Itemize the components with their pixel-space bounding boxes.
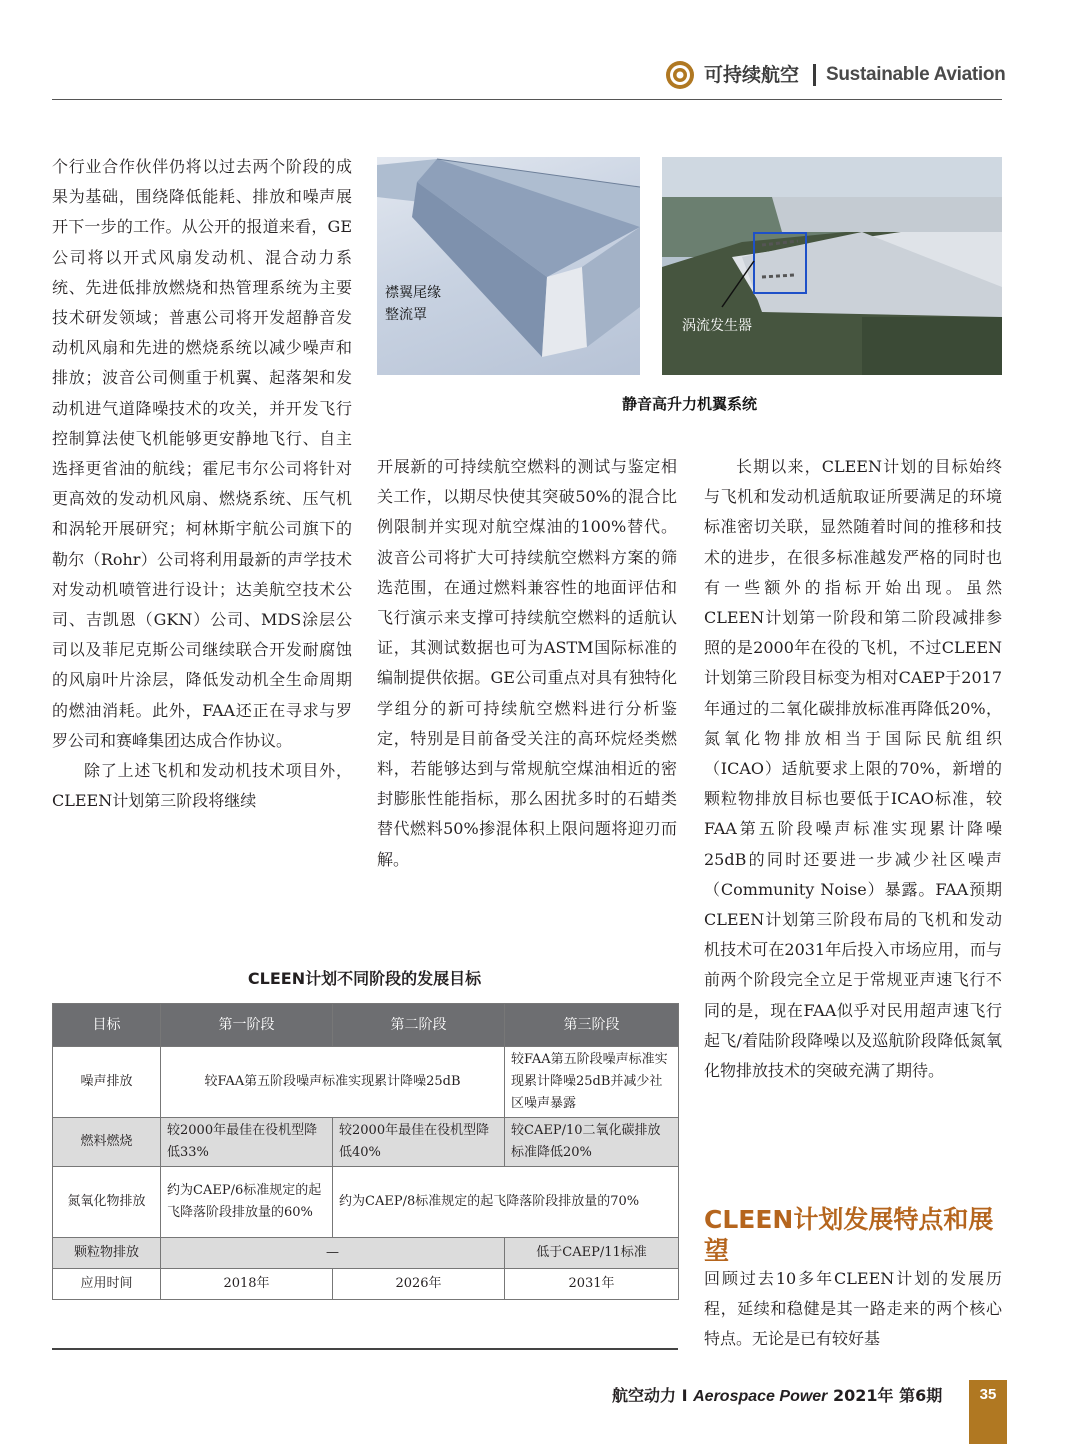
figure-flap-fairing (377, 157, 640, 375)
page-number: 35 (969, 1380, 1007, 1444)
page-header (0, 0, 1076, 100)
figure-label-flap-fairing: 襟翼尾缘 整流罩 (385, 285, 441, 323)
table-cell: 约为CAEP/8标准规定的起飞降落阶段排放量的70% (333, 1167, 679, 1238)
paragraph: 回顾过去10多年CLEEN计划的发展历程，延续和稳健是其一路走来的两个核心特点。无论是已有较好基 (704, 1269, 1002, 1349)
footer-journal (612, 1384, 942, 1409)
table-row-label: 颗粒物排放 (53, 1238, 161, 1269)
table-row-label: 噪声排放 (53, 1047, 161, 1118)
paragraph: 开展新的可持续航空燃料的测试与鉴定相关工作，以期尽快使其突破50%的混合比例限制并实现对航空煤油的100%替代。波音公司将扩大可持续航空燃料方案的筛选范围，在通过燃料兼容性的地面评估和飞行演示来支撑可持续航空燃料的适航认证，其测试数据也可为ASTM国际标准的编制提供依据。GE公司重点对具有独特化学组分的新可持续航空燃料进行分析鉴定，特别是目前备受关注的高环烷烃类燃料，若能够达到与常规航空煤油相近的密封膨胀性能指标，那么困扰多时的石蜡类替代燃料50%掺混体积上限问题将迎刃而解。 (377, 457, 677, 869)
section-title-en: Sustainable Aviation (826, 64, 1006, 85)
table-cell: — (161, 1238, 505, 1269)
table-row-noise (53, 1047, 679, 1118)
wing-flap-illustration (377, 157, 640, 375)
table-cell: 较FAA第五阶段噪声标准实现累计降噪25dB (161, 1047, 505, 1118)
figure-caption: 静音高升力机翼系统 (621, 395, 757, 413)
table-cell: 2018年 (161, 1269, 333, 1300)
journal-name-en: Aerospace Power (693, 1388, 828, 1405)
figure-label-vortex-generator: 涡流发生器 (682, 318, 752, 334)
journal-logo-icon (665, 60, 695, 90)
table-cell: 较CAEP/10二氧化碳排放标准降低20% (505, 1118, 679, 1167)
table-row-time (53, 1269, 679, 1300)
table-row-nox (53, 1167, 679, 1238)
table-cell: 2031年 (505, 1269, 679, 1300)
table-row-label: 氮氧化物排放 (53, 1167, 161, 1238)
header-divider (813, 64, 816, 86)
body-column-2 (377, 452, 677, 875)
table-header-cell: 目标 (53, 1004, 161, 1047)
table-cell: 较2000年最佳在役机型降低33% (161, 1118, 333, 1167)
table-cell: 较FAA第五阶段噪声标准实现累计降噪25dB并减少社区噪声暴露 (505, 1047, 679, 1118)
phase-goals-table (52, 1003, 679, 1300)
table-cell: 较2000年最佳在役机型降低40% (333, 1118, 505, 1167)
section-heading: CLEEN计划发展特点和展望 (704, 1205, 994, 1265)
issue-number: 2021年 第6期 (832, 1386, 943, 1405)
table-header-cell: 第三阶段 (505, 1004, 679, 1047)
table-header-row (53, 1004, 679, 1047)
table-bottom-rule (52, 1348, 678, 1350)
body-column-1 (52, 152, 352, 816)
table-header-cell: 第一阶段 (161, 1004, 333, 1047)
table-row-label: 燃料燃烧 (53, 1118, 161, 1167)
table-title: CLEEN计划不同阶段的发展目标 (247, 969, 482, 988)
table-row-pm (53, 1238, 679, 1269)
footer-separator: I (681, 1386, 694, 1405)
paragraph: 除了上述飞机和发动机技术项目外，CLEEN计划第三阶段将继续 (52, 761, 352, 811)
section-title-zh: 可持续航空 (704, 64, 800, 86)
paragraph: 个行业合作伙伴仍将以过去两个阶段的成果为基础，围绕降低能耗、排放和噪声展开下一步的工作。从公开的报道来看，GE公司将以开式风扇发动机、混合动力系统、先进低排放燃烧和热管理系统为主要技术研发领域；普惠公司将开发超静音发动机风扇和先进的燃烧系统以减少噪声和排放；波音公司侧重于机翼、起落架和发动机进气道降噪技术的攻关，并开发飞行控制算法使飞机能够更安静地飞行、自主选择更省油的航线；霍尼韦尔公司将针对更高效的发动机风扇、燃烧系统、压气机和涡轮开展研究；柯林斯宇航公司旗下的勒尔（Rohr）公司将利用最新的声学技术对发动机喷管进行设计；达美航空技术公司、吉凯恩（GKN）公司、MDS涂层公司以及菲尼克斯公司继续联合开发耐腐蚀的风扇叶片涂层，降低发动机全生命周期的燃油消耗。此外，FAA还正在寻求与罗罗公司和赛峰集团达成合作协议。 (52, 157, 352, 750)
table-row-fuel (53, 1118, 679, 1167)
table-cell: 低于CAEP/11标准 (505, 1238, 679, 1269)
table-cell: 2026年 (333, 1269, 505, 1300)
paragraph: 长期以来，CLEEN计划的目标始终与飞机和发动机适航取证所要满足的环境标准密切关联，显然随着时间的推移和技术的进步，在很多标准越发严格的同时也有一些额外的指标开始出现。虽然CLEEN计划第一阶段和第二阶段减排参照的是2000年在役的飞机，不过CLEEN计划第三阶段目标变为相对CAEP于2017年通过的二氧化碳排放标准再降低20%，氮氧化物排放相当于国际民航组织（ICAO）适航要求上限的70%，新增的颗粒物排放目标也要低于ICAO标准，较FAA第五阶段噪声标准实现累计降噪25dB的同时还要进一步减少社区噪声（Community Noise）暴露。FAA预期CLEEN计划第三阶段布局的飞机和发动机技术可在2031年后投入市场应用，而与前两个阶段完全立足于常规亚声速飞行不同的是，现在FAA似乎对民用超声速飞行起飞/着陆阶段降噪以及巡航阶段降低氮氧化物排放技术的突破充满了期待。 (704, 457, 1002, 1081)
body-column-3-continued (704, 1264, 1002, 1355)
wing-photo-illustration (662, 157, 1002, 375)
journal-name-zh: 航空动力 (612, 1386, 677, 1405)
body-column-3 (704, 452, 1002, 1086)
table-row-label: 应用时间 (53, 1269, 161, 1300)
table-header-cell: 第二阶段 (333, 1004, 505, 1047)
header-rule (52, 99, 1002, 100)
figure-vortex-generator (662, 157, 1002, 375)
table-cell: 约为CAEP/6标准规定的起飞降落阶段排放量的60% (161, 1167, 333, 1238)
